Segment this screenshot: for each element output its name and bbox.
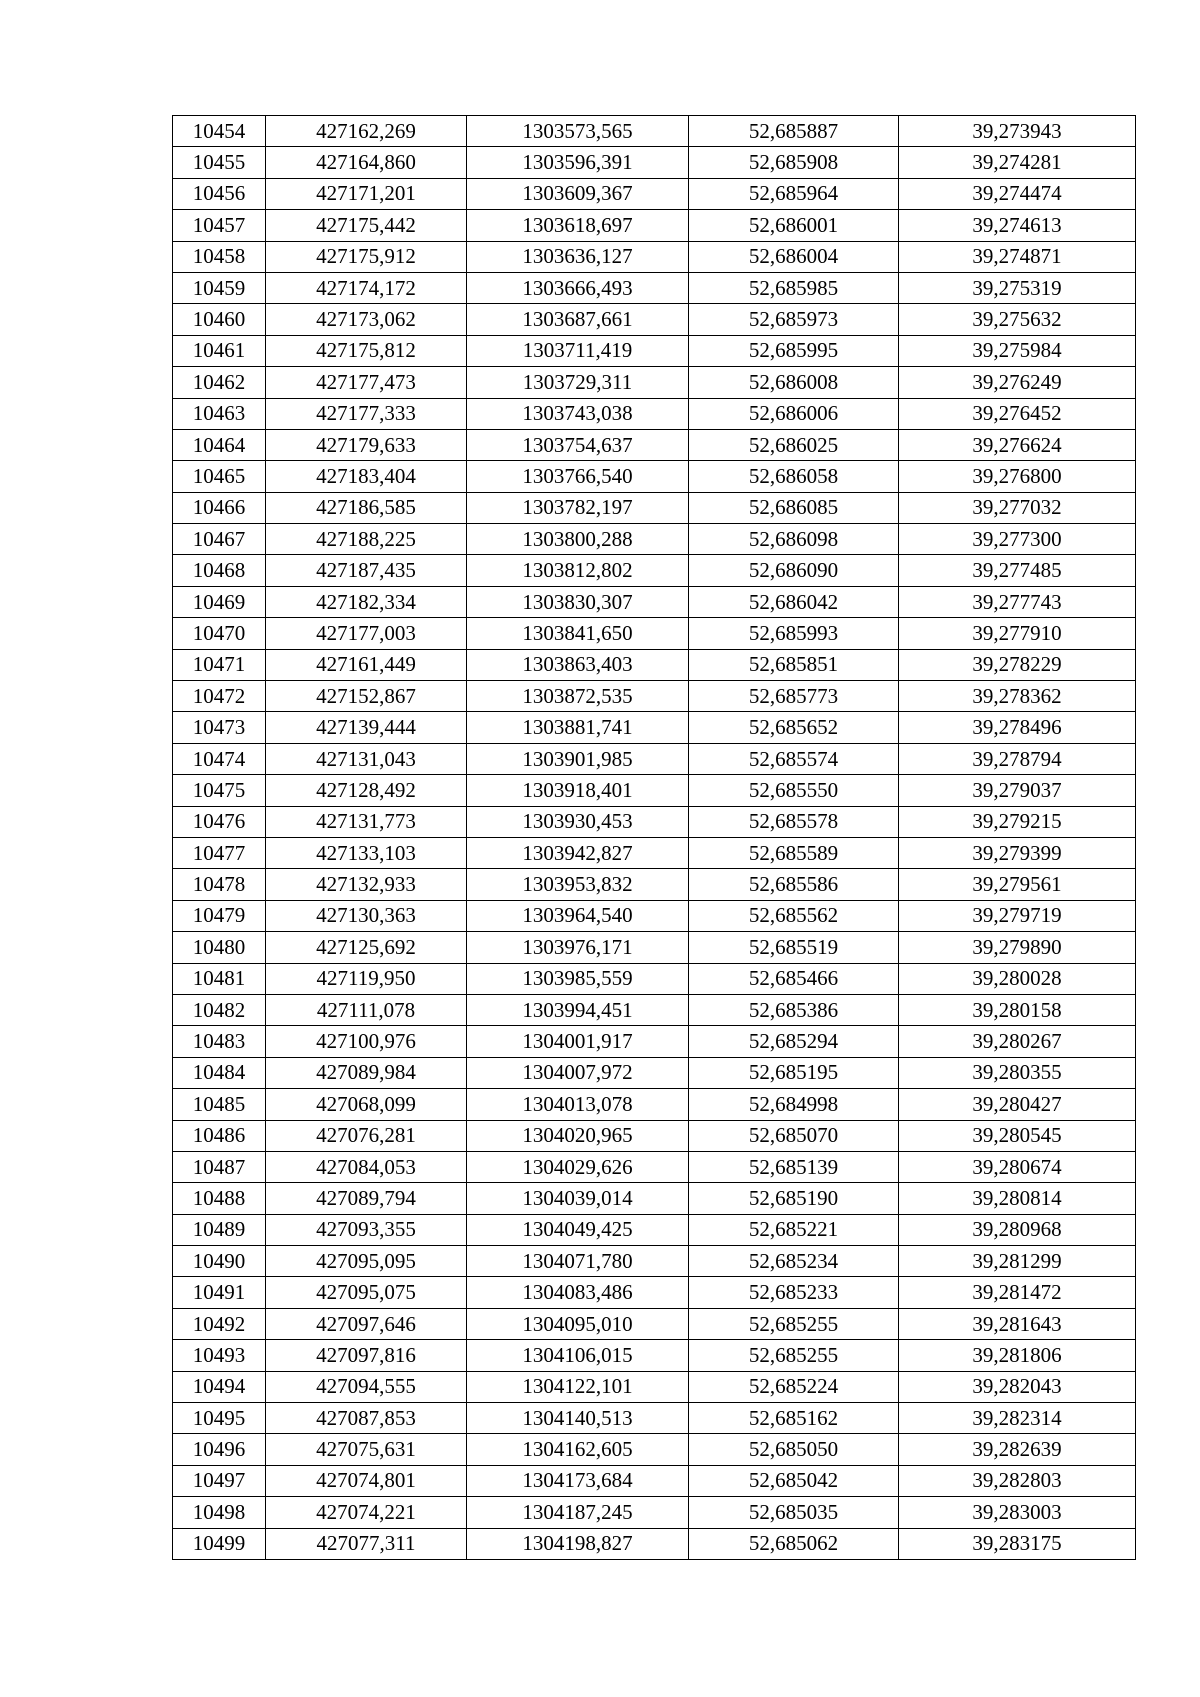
table-row: [173, 649, 1136, 680]
point-number-cell: 10474: [173, 743, 266, 774]
table-row: [173, 837, 1136, 868]
point-number-cell: 10469: [173, 586, 266, 617]
point-number-cell: 10482: [173, 994, 266, 1025]
point-number-cell: 10497: [173, 1465, 266, 1496]
latitude-cell: 52,686090: [689, 555, 899, 586]
y-coordinate-cell: 1304198,827: [467, 1528, 689, 1559]
latitude-cell: 52,686025: [689, 429, 899, 460]
latitude-cell: 52,685195: [689, 1057, 899, 1088]
y-coordinate-cell: 1303609,367: [467, 178, 689, 209]
x-coordinate-cell: 427097,816: [266, 1340, 467, 1371]
x-coordinate-cell: 427130,363: [266, 900, 467, 931]
x-coordinate-cell: 427131,043: [266, 743, 467, 774]
y-coordinate-cell: 1303782,197: [467, 492, 689, 523]
point-number-cell: 10496: [173, 1434, 266, 1465]
table-row: [173, 1089, 1136, 1120]
table-row: [173, 1465, 1136, 1496]
point-number-cell: 10483: [173, 1026, 266, 1057]
x-coordinate-cell: 427125,692: [266, 932, 467, 963]
table-row: [173, 210, 1136, 241]
x-coordinate-cell: 427094,555: [266, 1371, 467, 1402]
point-number-cell: 10480: [173, 932, 266, 963]
y-coordinate-cell: 1304162,605: [467, 1434, 689, 1465]
latitude-cell: 52,685162: [689, 1403, 899, 1434]
x-coordinate-cell: 427095,075: [266, 1277, 467, 1308]
latitude-cell: 52,685589: [689, 837, 899, 868]
latitude-cell: 52,686085: [689, 492, 899, 523]
latitude-cell: 52,685139: [689, 1151, 899, 1182]
latitude-cell: 52,686006: [689, 398, 899, 429]
longitude-cell: 39,280158: [899, 994, 1136, 1025]
longitude-cell: 39,282043: [899, 1371, 1136, 1402]
latitude-cell: 52,685234: [689, 1246, 899, 1277]
x-coordinate-cell: 427076,281: [266, 1120, 467, 1151]
longitude-cell: 39,280427: [899, 1089, 1136, 1120]
longitude-cell: 39,282803: [899, 1465, 1136, 1496]
y-coordinate-cell: 1303881,741: [467, 712, 689, 743]
table-row: [173, 272, 1136, 303]
point-number-cell: 10466: [173, 492, 266, 523]
latitude-cell: 52,685386: [689, 994, 899, 1025]
longitude-cell: 39,275632: [899, 304, 1136, 335]
point-number-cell: 10471: [173, 649, 266, 680]
latitude-cell: 52,685221: [689, 1214, 899, 1245]
y-coordinate-cell: 1304049,425: [467, 1214, 689, 1245]
x-coordinate-cell: 427188,225: [266, 524, 467, 555]
longitude-cell: 39,279215: [899, 806, 1136, 837]
y-coordinate-cell: 1304071,780: [467, 1246, 689, 1277]
longitude-cell: 39,276624: [899, 429, 1136, 460]
x-coordinate-cell: 427132,933: [266, 869, 467, 900]
x-coordinate-cell: 427174,172: [266, 272, 467, 303]
table-row: [173, 900, 1136, 931]
longitude-cell: 39,281643: [899, 1308, 1136, 1339]
y-coordinate-cell: 1304083,486: [467, 1277, 689, 1308]
table-row: [173, 492, 1136, 523]
longitude-cell: 39,277032: [899, 492, 1136, 523]
x-coordinate-cell: 427139,444: [266, 712, 467, 743]
latitude-cell: 52,685070: [689, 1120, 899, 1151]
point-number-cell: 10494: [173, 1371, 266, 1402]
point-number-cell: 10460: [173, 304, 266, 335]
point-number-cell: 10478: [173, 869, 266, 900]
table-row: [173, 1183, 1136, 1214]
latitude-cell: 52,685652: [689, 712, 899, 743]
point-number-cell: 10476: [173, 806, 266, 837]
longitude-cell: 39,280968: [899, 1214, 1136, 1245]
table-row: [173, 178, 1136, 209]
x-coordinate-cell: 427077,311: [266, 1528, 467, 1559]
latitude-cell: 52,686042: [689, 586, 899, 617]
point-number-cell: 10481: [173, 963, 266, 994]
longitude-cell: 39,276452: [899, 398, 1136, 429]
latitude-cell: 52,685294: [689, 1026, 899, 1057]
y-coordinate-cell: 1303964,540: [467, 900, 689, 931]
x-coordinate-cell: 427087,853: [266, 1403, 467, 1434]
x-coordinate-cell: 427177,473: [266, 367, 467, 398]
latitude-cell: 52,685062: [689, 1528, 899, 1559]
table-row: [173, 743, 1136, 774]
point-number-cell: 10499: [173, 1528, 266, 1559]
point-number-cell: 10457: [173, 210, 266, 241]
point-number-cell: 10489: [173, 1214, 266, 1245]
table-row: [173, 994, 1136, 1025]
x-coordinate-cell: 427152,867: [266, 681, 467, 712]
point-number-cell: 10465: [173, 461, 266, 492]
latitude-cell: 52,685466: [689, 963, 899, 994]
y-coordinate-cell: 1303743,038: [467, 398, 689, 429]
latitude-cell: 52,685233: [689, 1277, 899, 1308]
x-coordinate-cell: 427177,003: [266, 618, 467, 649]
point-number-cell: 10486: [173, 1120, 266, 1151]
longitude-cell: 39,280028: [899, 963, 1136, 994]
point-number-cell: 10477: [173, 837, 266, 868]
x-coordinate-cell: 427183,404: [266, 461, 467, 492]
table-row: [173, 963, 1136, 994]
latitude-cell: 52,685985: [689, 272, 899, 303]
table-row: [173, 398, 1136, 429]
point-number-cell: 10493: [173, 1340, 266, 1371]
table-row: [173, 1340, 1136, 1371]
longitude-cell: 39,277485: [899, 555, 1136, 586]
x-coordinate-cell: 427164,860: [266, 147, 467, 178]
point-number-cell: 10470: [173, 618, 266, 649]
longitude-cell: 39,279561: [899, 869, 1136, 900]
x-coordinate-cell: 427084,053: [266, 1151, 467, 1182]
table-row: [173, 1026, 1136, 1057]
latitude-cell: 52,685993: [689, 618, 899, 649]
longitude-cell: 39,280355: [899, 1057, 1136, 1088]
longitude-cell: 39,278794: [899, 743, 1136, 774]
y-coordinate-cell: 1304173,684: [467, 1465, 689, 1496]
point-number-cell: 10491: [173, 1277, 266, 1308]
x-coordinate-cell: 427074,801: [266, 1465, 467, 1496]
longitude-cell: 39,280267: [899, 1026, 1136, 1057]
longitude-cell: 39,279399: [899, 837, 1136, 868]
x-coordinate-cell: 427175,442: [266, 210, 467, 241]
latitude-cell: 52,685887: [689, 116, 899, 147]
latitude-cell: 52,686004: [689, 241, 899, 272]
longitude-cell: 39,276249: [899, 367, 1136, 398]
x-coordinate-cell: 427171,201: [266, 178, 467, 209]
y-coordinate-cell: 1303994,451: [467, 994, 689, 1025]
longitude-cell: 39,281806: [899, 1340, 1136, 1371]
latitude-cell: 52,685973: [689, 304, 899, 335]
x-coordinate-cell: 427128,492: [266, 775, 467, 806]
y-coordinate-cell: 1303766,540: [467, 461, 689, 492]
latitude-cell: 52,685964: [689, 178, 899, 209]
latitude-cell: 52,685773: [689, 681, 899, 712]
longitude-cell: 39,274871: [899, 241, 1136, 272]
longitude-cell: 39,277300: [899, 524, 1136, 555]
table-row: [173, 1371, 1136, 1402]
y-coordinate-cell: 1304187,245: [467, 1497, 689, 1528]
point-number-cell: 10463: [173, 398, 266, 429]
latitude-cell: 52,685190: [689, 1183, 899, 1214]
latitude-cell: 52,685578: [689, 806, 899, 837]
x-coordinate-cell: 427131,773: [266, 806, 467, 837]
y-coordinate-cell: 1303636,127: [467, 241, 689, 272]
table-row: [173, 304, 1136, 335]
latitude-cell: 52,685562: [689, 900, 899, 931]
point-number-cell: 10490: [173, 1246, 266, 1277]
y-coordinate-cell: 1303666,493: [467, 272, 689, 303]
x-coordinate-cell: 427187,435: [266, 555, 467, 586]
y-coordinate-cell: 1304029,626: [467, 1151, 689, 1182]
table-row: [173, 116, 1136, 147]
longitude-cell: 39,274281: [899, 147, 1136, 178]
longitude-cell: 39,273943: [899, 116, 1136, 147]
longitude-cell: 39,277743: [899, 586, 1136, 617]
y-coordinate-cell: 1303812,802: [467, 555, 689, 586]
point-number-cell: 10464: [173, 429, 266, 460]
latitude-cell: 52,685995: [689, 335, 899, 366]
latitude-cell: 52,685574: [689, 743, 899, 774]
table-row: [173, 806, 1136, 837]
latitude-cell: 52,684998: [689, 1089, 899, 1120]
table-row: [173, 147, 1136, 178]
table-row: [173, 932, 1136, 963]
longitude-cell: 39,279037: [899, 775, 1136, 806]
longitude-cell: 39,283175: [899, 1528, 1136, 1559]
x-coordinate-cell: 427075,631: [266, 1434, 467, 1465]
point-number-cell: 10458: [173, 241, 266, 272]
x-coordinate-cell: 427097,646: [266, 1308, 467, 1339]
x-coordinate-cell: 427074,221: [266, 1497, 467, 1528]
longitude-cell: 39,280674: [899, 1151, 1136, 1182]
longitude-cell: 39,279719: [899, 900, 1136, 931]
table-row: [173, 367, 1136, 398]
table-row: [173, 586, 1136, 617]
y-coordinate-cell: 1303863,403: [467, 649, 689, 680]
longitude-cell: 39,282639: [899, 1434, 1136, 1465]
latitude-cell: 52,685519: [689, 932, 899, 963]
table-row: [173, 712, 1136, 743]
latitude-cell: 52,685851: [689, 649, 899, 680]
y-coordinate-cell: 1303618,697: [467, 210, 689, 241]
y-coordinate-cell: 1303985,559: [467, 963, 689, 994]
y-coordinate-cell: 1303942,827: [467, 837, 689, 868]
table-row: [173, 1497, 1136, 1528]
longitude-cell: 39,280814: [899, 1183, 1136, 1214]
table-row: [173, 1057, 1136, 1088]
table-row: [173, 1214, 1136, 1245]
latitude-cell: 52,685586: [689, 869, 899, 900]
y-coordinate-cell: 1303930,453: [467, 806, 689, 837]
x-coordinate-cell: 427095,095: [266, 1246, 467, 1277]
y-coordinate-cell: 1303711,419: [467, 335, 689, 366]
x-coordinate-cell: 427089,984: [266, 1057, 467, 1088]
x-coordinate-cell: 427093,355: [266, 1214, 467, 1245]
y-coordinate-cell: 1303918,401: [467, 775, 689, 806]
point-number-cell: 10473: [173, 712, 266, 743]
point-number-cell: 10468: [173, 555, 266, 586]
longitude-cell: 39,281299: [899, 1246, 1136, 1277]
point-number-cell: 10467: [173, 524, 266, 555]
point-number-cell: 10462: [173, 367, 266, 398]
x-coordinate-cell: 427179,633: [266, 429, 467, 460]
latitude-cell: 52,685255: [689, 1308, 899, 1339]
point-number-cell: 10454: [173, 116, 266, 147]
x-coordinate-cell: 427133,103: [266, 837, 467, 868]
y-coordinate-cell: 1304122,101: [467, 1371, 689, 1402]
x-coordinate-cell: 427175,912: [266, 241, 467, 272]
point-number-cell: 10495: [173, 1403, 266, 1434]
x-coordinate-cell: 427162,269: [266, 116, 467, 147]
point-number-cell: 10461: [173, 335, 266, 366]
point-number-cell: 10455: [173, 147, 266, 178]
table-row: [173, 555, 1136, 586]
y-coordinate-cell: 1304020,965: [467, 1120, 689, 1151]
x-coordinate-cell: 427173,062: [266, 304, 467, 335]
x-coordinate-cell: 427161,449: [266, 649, 467, 680]
x-coordinate-cell: 427175,812: [266, 335, 467, 366]
x-coordinate-cell: 427089,794: [266, 1183, 467, 1214]
point-number-cell: 10487: [173, 1151, 266, 1182]
table-row: [173, 869, 1136, 900]
latitude-cell: 52,685255: [689, 1340, 899, 1371]
latitude-cell: 52,685035: [689, 1497, 899, 1528]
x-coordinate-cell: 427068,099: [266, 1089, 467, 1120]
table-row: [173, 1403, 1136, 1434]
point-number-cell: 10492: [173, 1308, 266, 1339]
y-coordinate-cell: 1304106,015: [467, 1340, 689, 1371]
y-coordinate-cell: 1304140,513: [467, 1403, 689, 1434]
y-coordinate-cell: 1304095,010: [467, 1308, 689, 1339]
y-coordinate-cell: 1303841,650: [467, 618, 689, 649]
coordinates-table-body: [173, 116, 1136, 1560]
point-number-cell: 10488: [173, 1183, 266, 1214]
table-row: [173, 1277, 1136, 1308]
table-row: [173, 1151, 1136, 1182]
y-coordinate-cell: 1303754,637: [467, 429, 689, 460]
latitude-cell: 52,686008: [689, 367, 899, 398]
latitude-cell: 52,685550: [689, 775, 899, 806]
latitude-cell: 52,685042: [689, 1465, 899, 1496]
y-coordinate-cell: 1303596,391: [467, 147, 689, 178]
longitude-cell: 39,279890: [899, 932, 1136, 963]
table-row: [173, 681, 1136, 712]
longitude-cell: 39,275984: [899, 335, 1136, 366]
y-coordinate-cell: 1303573,565: [467, 116, 689, 147]
y-coordinate-cell: 1303800,288: [467, 524, 689, 555]
table-row: [173, 618, 1136, 649]
longitude-cell: 39,281472: [899, 1277, 1136, 1308]
y-coordinate-cell: 1304013,078: [467, 1089, 689, 1120]
longitude-cell: 39,280545: [899, 1120, 1136, 1151]
x-coordinate-cell: 427111,078: [266, 994, 467, 1025]
point-number-cell: 10456: [173, 178, 266, 209]
y-coordinate-cell: 1303901,985: [467, 743, 689, 774]
latitude-cell: 52,685908: [689, 147, 899, 178]
longitude-cell: 39,278229: [899, 649, 1136, 680]
longitude-cell: 39,278362: [899, 681, 1136, 712]
x-coordinate-cell: 427100,976: [266, 1026, 467, 1057]
longitude-cell: 39,274474: [899, 178, 1136, 209]
latitude-cell: 52,686001: [689, 210, 899, 241]
point-number-cell: 10459: [173, 272, 266, 303]
y-coordinate-cell: 1304039,014: [467, 1183, 689, 1214]
table-row: [173, 1120, 1136, 1151]
y-coordinate-cell: 1303830,307: [467, 586, 689, 617]
x-coordinate-cell: 427177,333: [266, 398, 467, 429]
table-row: [173, 1308, 1136, 1339]
y-coordinate-cell: 1303976,171: [467, 932, 689, 963]
x-coordinate-cell: 427119,950: [266, 963, 467, 994]
point-number-cell: 10479: [173, 900, 266, 931]
table-row: [173, 335, 1136, 366]
table-row: [173, 1434, 1136, 1465]
longitude-cell: 39,283003: [899, 1497, 1136, 1528]
table-row: [173, 1528, 1136, 1559]
longitude-cell: 39,282314: [899, 1403, 1136, 1434]
latitude-cell: 52,686098: [689, 524, 899, 555]
table-row: [173, 775, 1136, 806]
table-row: [173, 1246, 1136, 1277]
longitude-cell: 39,278496: [899, 712, 1136, 743]
longitude-cell: 39,275319: [899, 272, 1136, 303]
longitude-cell: 39,274613: [899, 210, 1136, 241]
longitude-cell: 39,277910: [899, 618, 1136, 649]
y-coordinate-cell: 1303687,661: [467, 304, 689, 335]
table-row: [173, 524, 1136, 555]
point-number-cell: 10475: [173, 775, 266, 806]
latitude-cell: 52,685224: [689, 1371, 899, 1402]
point-number-cell: 10472: [173, 681, 266, 712]
y-coordinate-cell: 1304001,917: [467, 1026, 689, 1057]
y-coordinate-cell: 1303729,311: [467, 367, 689, 398]
table-row: [173, 429, 1136, 460]
x-coordinate-cell: 427182,334: [266, 586, 467, 617]
point-number-cell: 10498: [173, 1497, 266, 1528]
y-coordinate-cell: 1303953,832: [467, 869, 689, 900]
x-coordinate-cell: 427186,585: [266, 492, 467, 523]
y-coordinate-cell: 1304007,972: [467, 1057, 689, 1088]
point-number-cell: 10485: [173, 1089, 266, 1120]
coordinates-table: [172, 115, 1136, 1560]
latitude-cell: 52,686058: [689, 461, 899, 492]
table-row: [173, 461, 1136, 492]
point-number-cell: 10484: [173, 1057, 266, 1088]
table-row: [173, 241, 1136, 272]
latitude-cell: 52,685050: [689, 1434, 899, 1465]
y-coordinate-cell: 1303872,535: [467, 681, 689, 712]
longitude-cell: 39,276800: [899, 461, 1136, 492]
